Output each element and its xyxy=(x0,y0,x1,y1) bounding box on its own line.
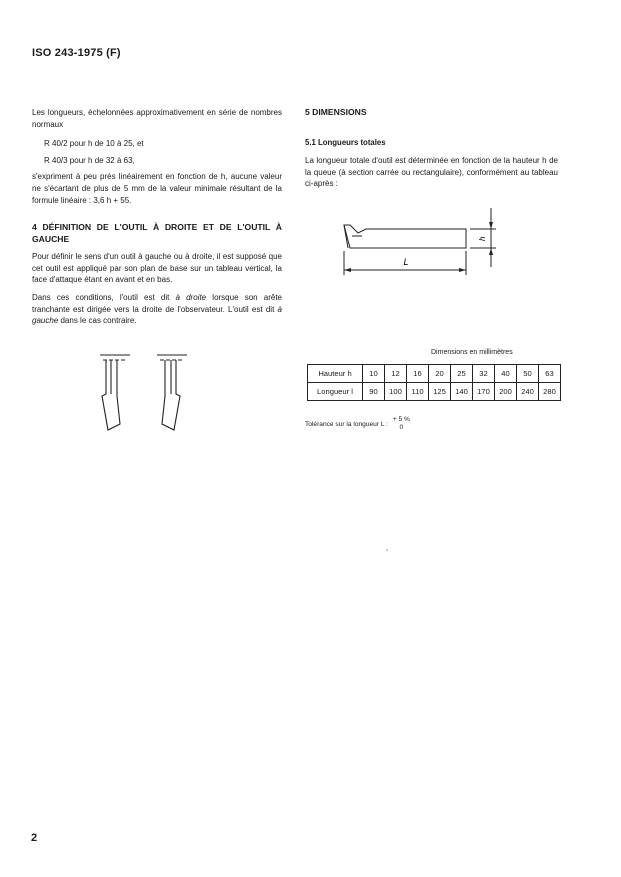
tolerance-values xyxy=(393,416,410,432)
section-4-title: 4 DÉFINITION DE L'OUTIL À DROITE ET DE L'OUTIL À GAUCHE xyxy=(32,222,282,244)
label-h: h xyxy=(478,236,487,241)
length-cell: 170 xyxy=(473,383,495,401)
tool-figure-right xyxy=(100,355,130,430)
label-L: L xyxy=(403,257,409,267)
conditions-paragraph xyxy=(32,292,282,327)
emphasis-right: à droite xyxy=(175,292,207,302)
conditions-text-c: dans le cas contraire. xyxy=(58,316,137,326)
tool-dimension-diagram xyxy=(336,203,506,283)
height-cell: 25 xyxy=(451,365,473,383)
height-cell: 63 xyxy=(539,365,561,383)
height-cell: 20 xyxy=(429,365,451,383)
height-cell: 32 xyxy=(473,365,495,383)
length-cell: 240 xyxy=(517,383,539,401)
definition-paragraph: Pour définir le sens d'un outil à gauche ou à droite, il est supposé que cet outil est appliqué par son plan de base sur un tableau vertical, la face d'attaque étant en avant et en bas. xyxy=(32,252,282,285)
tolerance-plus: + 5 % xyxy=(392,416,410,423)
height-cell: 16 xyxy=(407,365,429,383)
document-code: ISO 243-1975 (F) xyxy=(32,47,121,59)
length-paragraph: La longueur totale d'outil est déterminée en fonction de la hauteur h de la queue (à section carrée ou rectangulaire), conformément au tableau ci-après : xyxy=(305,156,558,189)
table-row-heights xyxy=(308,365,561,383)
length-cell: 125 xyxy=(429,383,451,401)
length-cell: 110 xyxy=(407,383,429,401)
height-cell: 50 xyxy=(517,365,539,383)
length-cell: 90 xyxy=(363,383,385,401)
conditions-text-a: Dans ces conditions, l'outil est dit xyxy=(32,292,176,302)
tolerance-note xyxy=(305,416,410,432)
row-label-length: Longueur l xyxy=(308,383,363,401)
length-cell: 140 xyxy=(451,383,473,401)
tolerance-minus: 0 xyxy=(399,424,404,431)
length-cell: 280 xyxy=(539,383,561,401)
series-r40-3: R 40/3 pour h de 32 à 63, xyxy=(44,155,135,165)
conditions-text-b: lorsque son arête tranchante est dirigée vers la droite de l'observateur. L'outil est dit xyxy=(32,292,282,314)
length-cell: 200 xyxy=(495,383,517,401)
section-5-1-title: 5.1 Longueurs totales xyxy=(305,137,386,147)
page-number: 2 xyxy=(31,832,38,844)
tool-figures xyxy=(95,352,225,434)
table-caption: Dimensions en millimètres xyxy=(431,349,513,356)
height-cell: 12 xyxy=(385,365,407,383)
intro-paragraph: Les longueurs, échelonnées approximativement en série de nombres normaux xyxy=(32,108,282,129)
table-row-lengths xyxy=(308,383,561,401)
length-cell: 100 xyxy=(385,383,407,401)
emphasis-left: à gauche xyxy=(32,304,282,326)
speck xyxy=(386,549,388,551)
tool-figure-left xyxy=(157,355,187,430)
row-label-height: Hauteur h xyxy=(308,365,363,383)
right-column xyxy=(305,107,558,190)
series-r40-2: R 40/2 pour h de 10 à 25, et xyxy=(44,139,144,149)
tolerance-text: Tolérance sur la longueur L : xyxy=(305,420,388,428)
formula-paragraph: s'expriment à peu près linéairement en fonction de h, aucune valeur ne s'écartant de plus de 5 mm de la valeur minimale résultant de la formule linéaire : 3,6 h + 55. xyxy=(32,172,282,205)
section-5-title: 5 DIMENSIONS xyxy=(305,107,367,117)
left-column xyxy=(32,107,282,327)
height-cell: 40 xyxy=(495,365,517,383)
height-cell: 10 xyxy=(363,365,385,383)
dimensions-table xyxy=(307,364,561,401)
